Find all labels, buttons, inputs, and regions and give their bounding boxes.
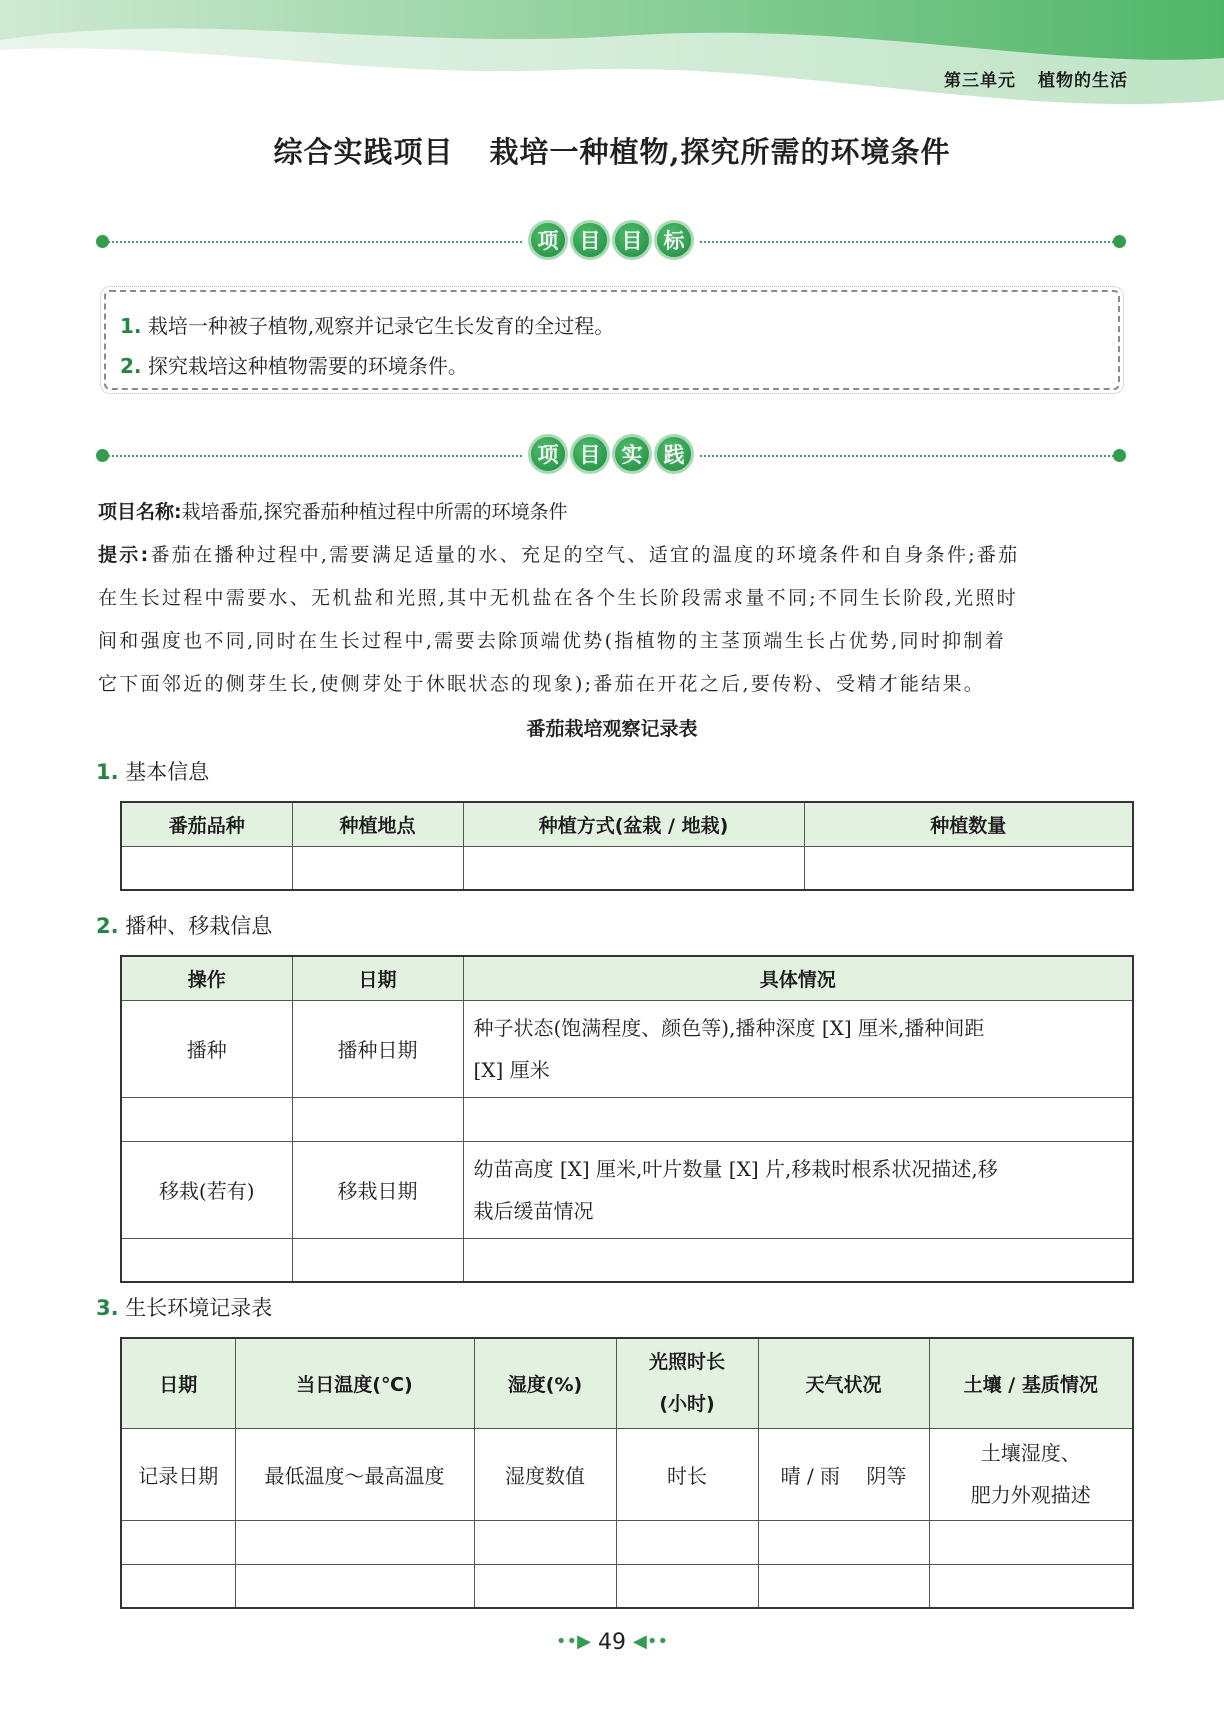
page-title [0, 130, 1224, 171]
blank-cell[interactable] [121, 1564, 235, 1608]
blank-cell[interactable] [121, 1097, 292, 1141]
dot-icon [1113, 235, 1126, 248]
header-cell: 湿度(%) [474, 1338, 616, 1428]
sowing-table [120, 955, 1134, 1283]
blank-cell[interactable] [929, 1520, 1133, 1564]
blank-cell[interactable] [804, 846, 1133, 890]
goal-item: 2. 探究栽培这种植物需要的环境条件。 [120, 354, 468, 378]
goals-box [104, 290, 1120, 390]
blank-cell[interactable] [463, 846, 804, 890]
blank-cell[interactable] [235, 1564, 474, 1608]
hint-line: 它下面邻近的侧芽生长,使侧芽处于休眠状态的现象);番茄在开花之后,要传粉、受精才能结果。 [98, 673, 986, 695]
basic-info-table [120, 801, 1134, 891]
badge-char: 目 [612, 220, 652, 260]
section-bar-goals [96, 216, 1126, 268]
table-title: 番茄栽培观察记录表 [526, 718, 698, 740]
badge-char: 项 [528, 434, 568, 474]
date-cell: 移栽日期 [292, 1141, 463, 1238]
header-cell: 操作 [121, 956, 292, 1000]
header-cell: 番茄品种 [121, 802, 292, 846]
header-cell: 具体情况 [463, 956, 1133, 1000]
unit-chapter-label [944, 66, 1128, 91]
blank-cell[interactable] [616, 1564, 758, 1608]
subsection-environment: 3. 生长环境记录表 [96, 1296, 273, 1320]
blank-cell[interactable] [292, 846, 463, 890]
header-cell: 日期 [292, 956, 463, 1000]
dot-icon [96, 235, 109, 248]
blank-cell[interactable] [463, 1238, 1133, 1282]
header-cell: 天气状况 [758, 1338, 929, 1428]
detail-cell: 幼苗高度 [X] 厘米,叶片数量 [X] 片,移栽时根系状况描述,移 栽后缓苗情况 [463, 1141, 1133, 1238]
dot-icon [1113, 449, 1126, 462]
blank-cell[interactable] [121, 1520, 235, 1564]
header-cell: 种植数量 [804, 802, 1133, 846]
blank-cell[interactable] [292, 1097, 463, 1141]
project-name: 项目名称:栽培番茄,探究番茄种植过程中所需的环境条件 [98, 501, 568, 523]
blank-cell[interactable] [121, 846, 292, 890]
title-prefix: 综合实践项目 [273, 135, 454, 169]
header-cell: 日期 [121, 1338, 235, 1428]
hint-line: 间和强度也不同,同时在生长过程中,需要去除顶端优势(指植物的主茎顶端生长占优势,同时抑制着 [98, 630, 1007, 652]
blank-cell[interactable] [758, 1520, 929, 1564]
badge-char: 项 [528, 220, 568, 260]
op-cell: 移栽(若有) [121, 1141, 292, 1238]
page-number: 49 [598, 1630, 626, 1655]
goal-item: 1. 栽培一种被子植物,观察并记录它生长发育的全过程。 [120, 314, 615, 338]
date-cell: 记录日期 [121, 1428, 235, 1520]
date-cell: 播种日期 [292, 1000, 463, 1097]
header-cell: 当日温度(℃) [235, 1338, 474, 1428]
blank-cell[interactable] [121, 1238, 292, 1282]
header-cell: 土壤 / 基质情况 [929, 1338, 1133, 1428]
badge-char: 标 [654, 220, 694, 260]
arrow-left-icon: ◀•• [633, 1631, 669, 1652]
arrow-right-icon: ••▶ [555, 1631, 591, 1652]
blank-cell[interactable] [758, 1564, 929, 1608]
unit-name: 第三单元 [944, 71, 1016, 91]
header-wave [0, 0, 1224, 130]
page-footer [0, 1630, 1224, 1655]
section-bar-practice [96, 430, 1126, 482]
soil-cell: 土壤湿度、 肥力外观描述 [929, 1428, 1133, 1520]
humidity-cell: 湿度数值 [474, 1428, 616, 1520]
subsection-sowing: 2. 播种、移栽信息 [96, 914, 273, 938]
hint-line: 在生长过程中需要水、无机盐和光照,其中无机盐在各个生长阶段需求量不同;不同生长阶段,光照时 [98, 587, 1018, 609]
header-cell: 种植方式(盆栽 / 地栽) [463, 802, 804, 846]
temp-cell: 最低温度～最高温度 [235, 1428, 474, 1520]
detail-cell: 种子状态(饱满程度、颜色等),播种深度 [X] 厘米,播种间距 [X] 厘米 [463, 1000, 1133, 1097]
dot-icon [96, 449, 109, 462]
hint-line: 提示:番茄在播种过程中,需要满足适量的水、充足的空气、适宜的温度的环境条件和自身条件;番茄 [98, 544, 1020, 566]
light-cell: 时长 [616, 1428, 758, 1520]
blank-cell[interactable] [292, 1238, 463, 1282]
badge-char: 目 [570, 434, 610, 474]
header-cell: 种植地点 [292, 802, 463, 846]
blank-cell[interactable] [616, 1520, 758, 1564]
badge-char: 践 [654, 434, 694, 474]
blank-cell[interactable] [929, 1564, 1133, 1608]
subsection-basic-info: 1. 基本信息 [96, 760, 210, 784]
header-cell: 光照时长 (小时) [616, 1338, 758, 1428]
title-main: 栽培一种植物,探究所需的环境条件 [489, 135, 951, 169]
chapter-name: 植物的生活 [1038, 71, 1128, 91]
environment-table [120, 1337, 1134, 1609]
blank-cell[interactable] [463, 1097, 1133, 1141]
weather-cell: 晴 / 雨 阴等 [758, 1428, 929, 1520]
blank-cell[interactable] [235, 1520, 474, 1564]
blank-cell[interactable] [474, 1520, 616, 1564]
badge-char: 实 [612, 434, 652, 474]
blank-cell[interactable] [474, 1564, 616, 1608]
op-cell: 播种 [121, 1000, 292, 1097]
badge-char: 目 [570, 220, 610, 260]
